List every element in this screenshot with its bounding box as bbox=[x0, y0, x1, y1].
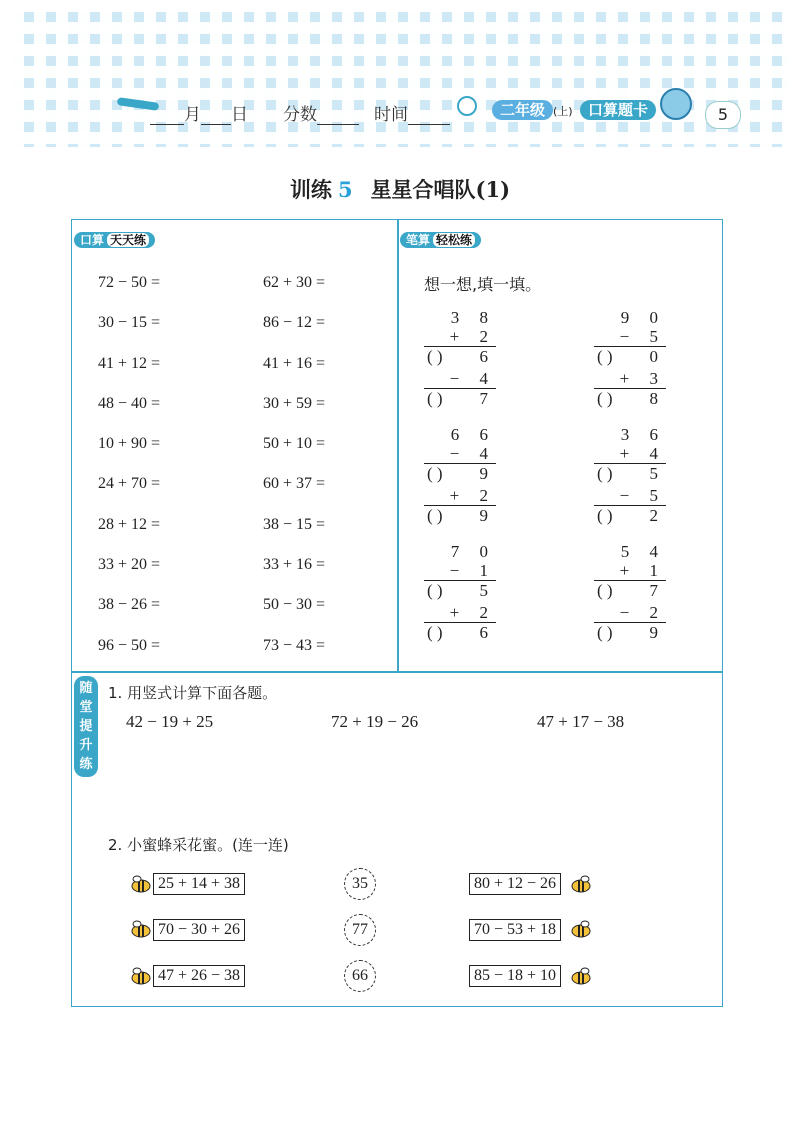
vertical-problem bbox=[594, 542, 666, 645]
vp-blank[interactable]: ( ) bbox=[597, 347, 613, 366]
bee-icon bbox=[570, 920, 594, 938]
written-tag-main: 笔算 bbox=[406, 233, 431, 247]
vp-op1: + 2 6 bbox=[424, 327, 496, 347]
oral-equation: 10 + 90 = bbox=[98, 435, 161, 453]
bee-icon bbox=[128, 920, 152, 938]
vp-op1: − 1 5 bbox=[424, 561, 496, 581]
oral-tag-main: 口算 bbox=[80, 233, 105, 247]
clock-icon bbox=[457, 96, 477, 116]
oral-right-column bbox=[263, 274, 383, 677]
vp-op1: + 4 5 bbox=[594, 444, 666, 464]
vp-top: 5 4 bbox=[620, 542, 666, 561]
oral-equation: 60 + 37 = bbox=[263, 475, 326, 493]
vertical-problem bbox=[424, 425, 496, 528]
vp-top: 7 0 bbox=[450, 542, 496, 561]
vp-top: 3 6 bbox=[620, 425, 666, 444]
oral-equation: 41 + 16 = bbox=[263, 354, 326, 372]
q1-item: 42 − 19 + 25 bbox=[126, 712, 214, 731]
day-label: 日 bbox=[231, 105, 248, 125]
flower-number[interactable]: 77 bbox=[344, 914, 376, 946]
header-banner bbox=[12, 12, 789, 147]
vertical-problem bbox=[424, 542, 496, 645]
right-expression-box[interactable]: 80 + 12 − 26 bbox=[469, 873, 561, 895]
book-badge bbox=[580, 99, 656, 120]
title-prefix: 训练 bbox=[289, 177, 332, 202]
oral-equation: 73 − 43 = bbox=[263, 636, 326, 654]
bee-icon bbox=[128, 967, 152, 985]
vp-blank[interactable]: ( ) bbox=[597, 506, 613, 525]
vp-op2: + 3 8 bbox=[594, 369, 666, 389]
title-name: 星星合唱队(1) bbox=[370, 177, 511, 202]
written-tag-sub: 轻松练 bbox=[433, 233, 475, 247]
vp-blank[interactable]: ( ) bbox=[597, 389, 613, 408]
bee-icon bbox=[570, 967, 594, 985]
score-label: 分数 bbox=[283, 105, 317, 125]
book-badge-text: 口算题卡 bbox=[580, 100, 656, 120]
oral-equation: 50 − 30 = bbox=[263, 596, 326, 614]
title-number: 5 bbox=[337, 177, 353, 202]
vp-blank[interactable]: ( ) bbox=[427, 581, 443, 600]
oral-equation: 30 − 15 = bbox=[98, 314, 161, 332]
oral-equation: 38 − 15 = bbox=[263, 515, 326, 533]
date-line bbox=[150, 100, 248, 125]
oral-equation: 50 + 10 = bbox=[263, 435, 326, 453]
vp-op1: + 1 7 bbox=[594, 561, 666, 581]
q1-item: 72 + 19 − 26 bbox=[331, 712, 419, 731]
oral-equation: 28 + 12 = bbox=[98, 515, 161, 533]
grade-sub: (上) bbox=[553, 105, 573, 118]
oral-equation: 48 − 40 = bbox=[98, 394, 161, 412]
vp-blank[interactable]: ( ) bbox=[427, 464, 443, 483]
mascot-icon bbox=[660, 88, 692, 120]
vp-op2: + 2 6 bbox=[424, 603, 496, 623]
question-1: 1. 用竖式计算下面各题。 bbox=[108, 684, 278, 702]
time-label: 时间 bbox=[374, 105, 408, 125]
oral-equation: 96 − 50 = bbox=[98, 636, 161, 654]
oral-equation: 62 + 30 = bbox=[263, 274, 326, 291]
vp-op2: − 2 9 bbox=[594, 603, 666, 623]
vp-blank[interactable]: ( ) bbox=[427, 389, 443, 408]
left-expression-box[interactable]: 25 + 14 + 38 bbox=[153, 873, 245, 895]
vp-op1: − 5 0 bbox=[594, 327, 666, 347]
vp-blank[interactable]: ( ) bbox=[427, 506, 443, 525]
vp-blank[interactable]: ( ) bbox=[427, 347, 443, 366]
page-number: 5 bbox=[705, 101, 741, 129]
grade-badge-text: 二年级 bbox=[492, 100, 553, 120]
vertical-problem bbox=[424, 308, 496, 411]
question-2: 2. 小蜜蜂采花蜜。(连一连) bbox=[108, 836, 289, 854]
oral-equation: 33 + 20 = bbox=[98, 556, 161, 574]
oral-tag-sub: 天天练 bbox=[107, 233, 149, 247]
right-expression-box[interactable]: 85 − 18 + 10 bbox=[469, 965, 561, 987]
practice-tag bbox=[74, 676, 98, 777]
written-tag bbox=[400, 229, 481, 248]
flower-number[interactable]: 66 bbox=[344, 960, 376, 992]
vp-op2: − 4 7 bbox=[424, 369, 496, 389]
vp-op2: + 2 9 bbox=[424, 486, 496, 506]
vp-top: 3 8 bbox=[450, 308, 496, 327]
right-expression-box[interactable]: 70 − 53 + 18 bbox=[469, 919, 561, 941]
practice-tag-char: 提 bbox=[79, 719, 93, 734]
vertical-problem bbox=[594, 425, 666, 528]
practice-tag-char: 堂 bbox=[79, 700, 93, 715]
oral-equation: 24 + 70 = bbox=[98, 475, 161, 493]
vp-blank[interactable]: ( ) bbox=[427, 623, 443, 642]
bee-icon bbox=[128, 875, 152, 893]
time-line bbox=[374, 100, 450, 125]
oral-equation: 41 + 12 = bbox=[98, 354, 161, 372]
score-line bbox=[283, 100, 359, 125]
oral-equation: 33 + 16 = bbox=[263, 556, 326, 574]
vp-op1: − 4 9 bbox=[424, 444, 496, 464]
bee-icon bbox=[570, 875, 594, 893]
grade-badge bbox=[492, 99, 573, 120]
oral-equation: 30 + 59 = bbox=[263, 394, 326, 412]
oral-tag bbox=[74, 229, 155, 248]
oral-equation: 38 − 26 = bbox=[98, 596, 161, 614]
vp-blank[interactable]: ( ) bbox=[597, 623, 613, 642]
vp-op2: − 5 2 bbox=[594, 486, 666, 506]
page-title bbox=[0, 174, 800, 204]
oral-equation: 86 − 12 = bbox=[263, 314, 326, 332]
q1-item: 47 + 17 − 38 bbox=[537, 712, 625, 731]
vp-top: 6 6 bbox=[450, 425, 496, 444]
month-label: 月 bbox=[184, 105, 201, 125]
oral-left-column bbox=[98, 274, 248, 677]
flower-number[interactable]: 35 bbox=[344, 868, 376, 900]
practice-tag-char: 升 bbox=[79, 738, 93, 753]
written-instruction: 想一想,填一填。 bbox=[424, 275, 542, 294]
practice-tag-char: 随 bbox=[79, 681, 93, 696]
vp-blank[interactable]: ( ) bbox=[597, 581, 613, 600]
practice-tag-char: 练 bbox=[79, 757, 93, 772]
vp-top: 9 0 bbox=[620, 308, 666, 327]
oral-equation: 72 − 50 = bbox=[98, 274, 161, 291]
left-expression-box[interactable]: 70 − 30 + 26 bbox=[153, 919, 245, 941]
vertical-problem bbox=[594, 308, 666, 411]
vp-blank[interactable]: ( ) bbox=[597, 464, 613, 483]
left-expression-box[interactable]: 47 + 26 − 38 bbox=[153, 965, 245, 987]
